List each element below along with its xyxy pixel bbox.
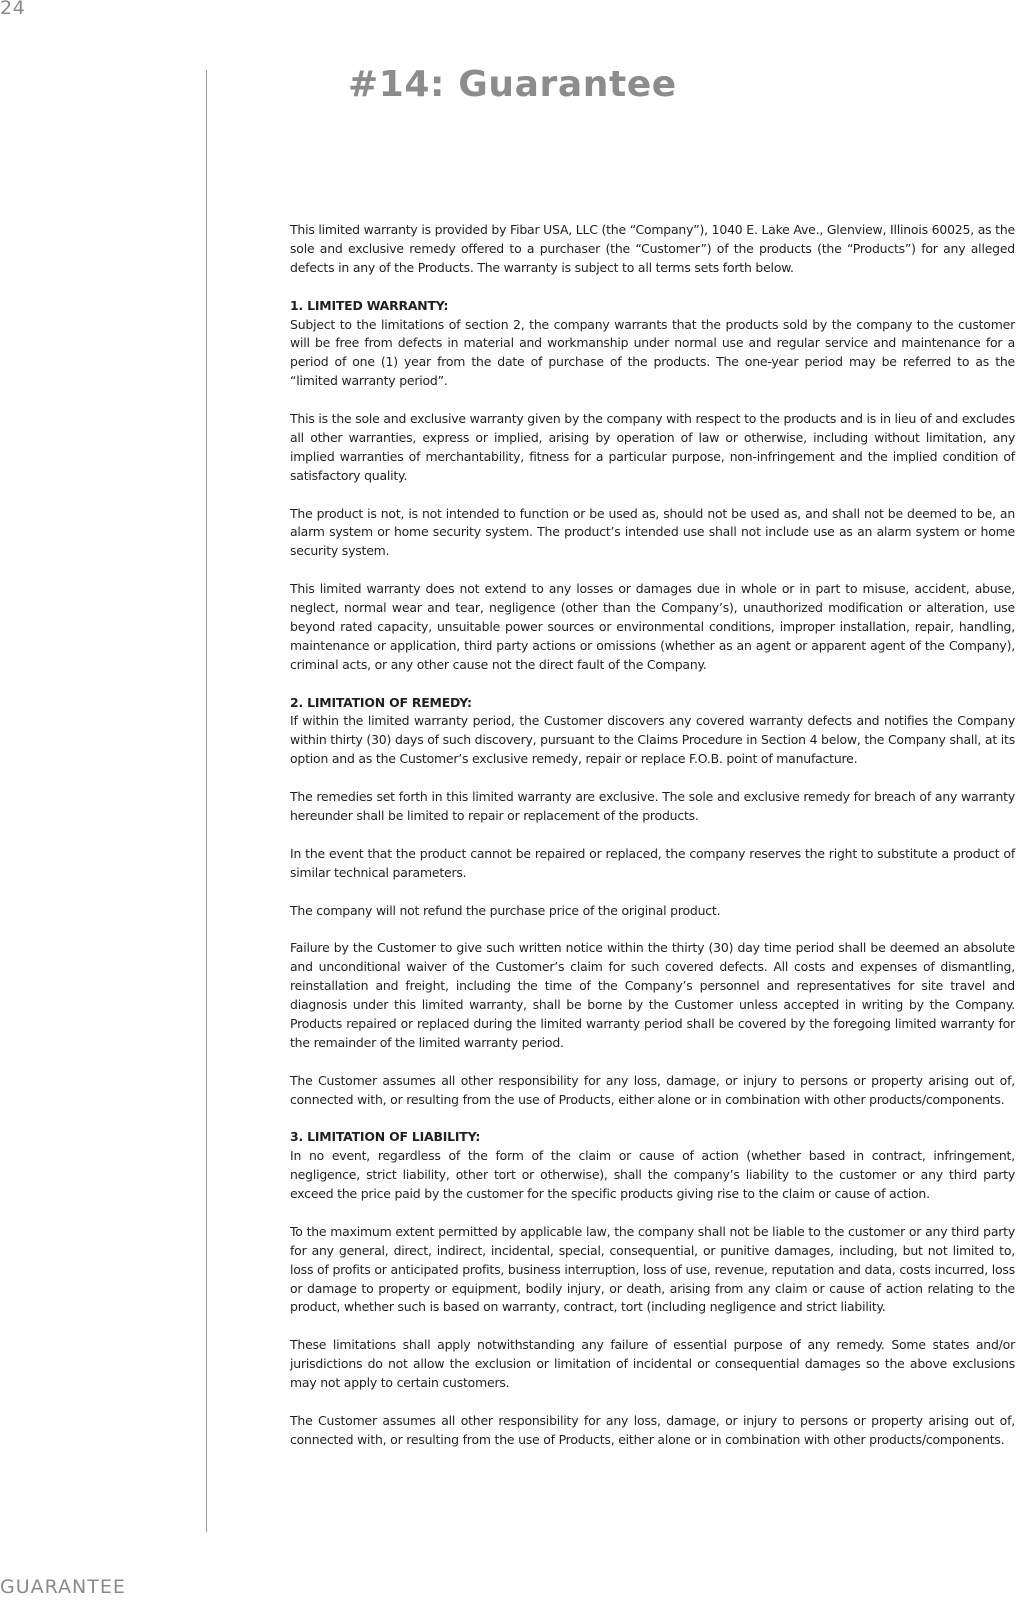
paragraph: In no event, regardless of the form of the claim or cause of action (whether based in contract, infringement, negligence, strict liability, other tort or otherwise), shall the company’s liability to the customer or any third party exceed the price paid by the customer for the specific products giving rise to the claim or cause of action. bbox=[290, 1148, 1015, 1202]
section-heading: 2. LIMITATION OF REMEDY: bbox=[290, 694, 472, 710]
page-number: 24 bbox=[0, 0, 26, 19]
paragraph: Subject to the limitations of section 2, the company warrants that the products sold by the company to the customer will be free from defects in material and workmanship under normal use and regular service and maintenance for a period of one (1) year from the date of purchase of the products. The one-year period may be referred to as the “limited warranty period”. bbox=[290, 316, 1015, 389]
section-limitation-of-liability bbox=[290, 1128, 1015, 1449]
section-heading: 3. LIMITATION OF LIABILITY: bbox=[290, 1129, 481, 1145]
paragraph: The Customer assumes all other responsibility for any loss, damage, or injury to persons or property arising out of, connected with, or resulting from the use of Products, either alone or in combination with other products/components. bbox=[290, 1072, 1015, 1107]
paragraph: The Customer assumes all other responsibility for any loss, damage, or injury to persons or property arising out of, connected with, or resulting from the use of Products, either alone or in combination with other products/components. bbox=[290, 1412, 1015, 1447]
page-title: #14: Guarantee bbox=[348, 64, 677, 105]
paragraph: The remedies set forth in this limited warranty are exclusive. The sole and exclusive remedy for breach of any warranty hereunder shall be limited to repair or replacement of the products. bbox=[290, 789, 1015, 823]
paragraph: Failure by the Customer to give such written notice within the thirty (30) day time period shall be deemed an absolute and unconditional waiver of the Customer’s claim for such covered defects. All costs and expenses of dismantling, reinstallation and freight, including the time of the Company’s personnel and representatives for site travel and diagnosis under this limited warranty, shall be borne by the Customer unless accepted in writing by the Company. Products repaired or replaced during the limited warranty period shall be covered by the foregoing limited warranty for the remainder of the limited warranty period. bbox=[290, 940, 1015, 1050]
paragraph: This limited warranty does not extend to any losses or damages due in whole or in part to misuse, accident, abuse, neglect, normal wear and tear, negligence (other than the Company’s), unauthorized modification or alteration, use beyond rated capacity, unsuitable power sources or environmental conditions, improper installation, repair, handling, maintenance or application, third party actions or omissions (whether as an agent or apparent agent of the Company), criminal acts, or any other cause not the direct fault of the Company. bbox=[290, 581, 1015, 672]
section-limitation-of-remedy bbox=[290, 694, 1015, 1110]
paragraph: The product is not, is not intended to function or be used as, should not be used as, and shall not be deemed to be, an alarm system or home security system. The product’s intended use shall not include use as an alarm system or home security system. bbox=[290, 505, 1015, 559]
guarantee-body bbox=[290, 221, 1015, 1469]
paragraph: If within the limited warranty period, the Customer discovers any covered warranty defects and notifies the Company within thirty (30) days of such discovery, pursuant to the Claims Procedure in Section 4 below, the Company shall, at its option and as the Customer’s exclusive remedy, repair or replace F.O.B. point of manufacture. bbox=[290, 713, 1015, 767]
paragraph: This is the sole and exclusive warranty given by the company with respect to the products and is in lieu of and excludes all other warranties, express or implied, arising by operation of law or otherwise, including without limitation, any implied warranties of merchantability, fitness for a particular purpose, non-infringement and the implied condition of satisfactory quality. bbox=[290, 411, 1015, 483]
paragraph: The company will not refund the purchase price of the original product. bbox=[290, 902, 721, 918]
paragraph: To the maximum extent permitted by applicable law, the company shall not be liable to the customer or any third party for any general, direct, indirect, incidental, special, consequential, or punitive damages, including, but not limited to, loss of profits or anticipated profits, business interruption, loss of use, revenue, reputation and data, costs incurred, loss or damage to property or equipment, bodily injury, or death, arising from any claim or cause of action relating to the product, whether such is based on warranty, contract, tort (including negligence and strict liability. bbox=[290, 1223, 1015, 1315]
section-heading: 1. LIMITED WARRANTY: bbox=[290, 297, 449, 313]
vertical-divider bbox=[206, 70, 207, 1532]
paragraph: In the event that the product cannot be repaired or replaced, the company reserves the right to substitute a product of similar technical parameters. bbox=[290, 845, 1015, 880]
paragraph: These limitations shall apply notwithstanding any failure of essential purpose of any remedy. Some states and/or jurisdictions do not allow the exclusion or limitation of incidental or consequential damages so the above exclusions may not apply to certain customers. bbox=[290, 1337, 1015, 1391]
footer-section-label: GUARANTEE bbox=[0, 1576, 126, 1598]
section-limited-warranty bbox=[290, 297, 1015, 675]
intro-paragraph: This limited warranty is provided by Fibar USA, LLC (the “Company”), 1040 E. Lake Ave., Glenview, Illinois 60025, as the sole and exclusive remedy offered to a purchaser (the “Customer”) of the products (the “Products”) for any alleged defects in any of the Products. The warranty is subject to all terms sets forth below. bbox=[290, 222, 1015, 275]
